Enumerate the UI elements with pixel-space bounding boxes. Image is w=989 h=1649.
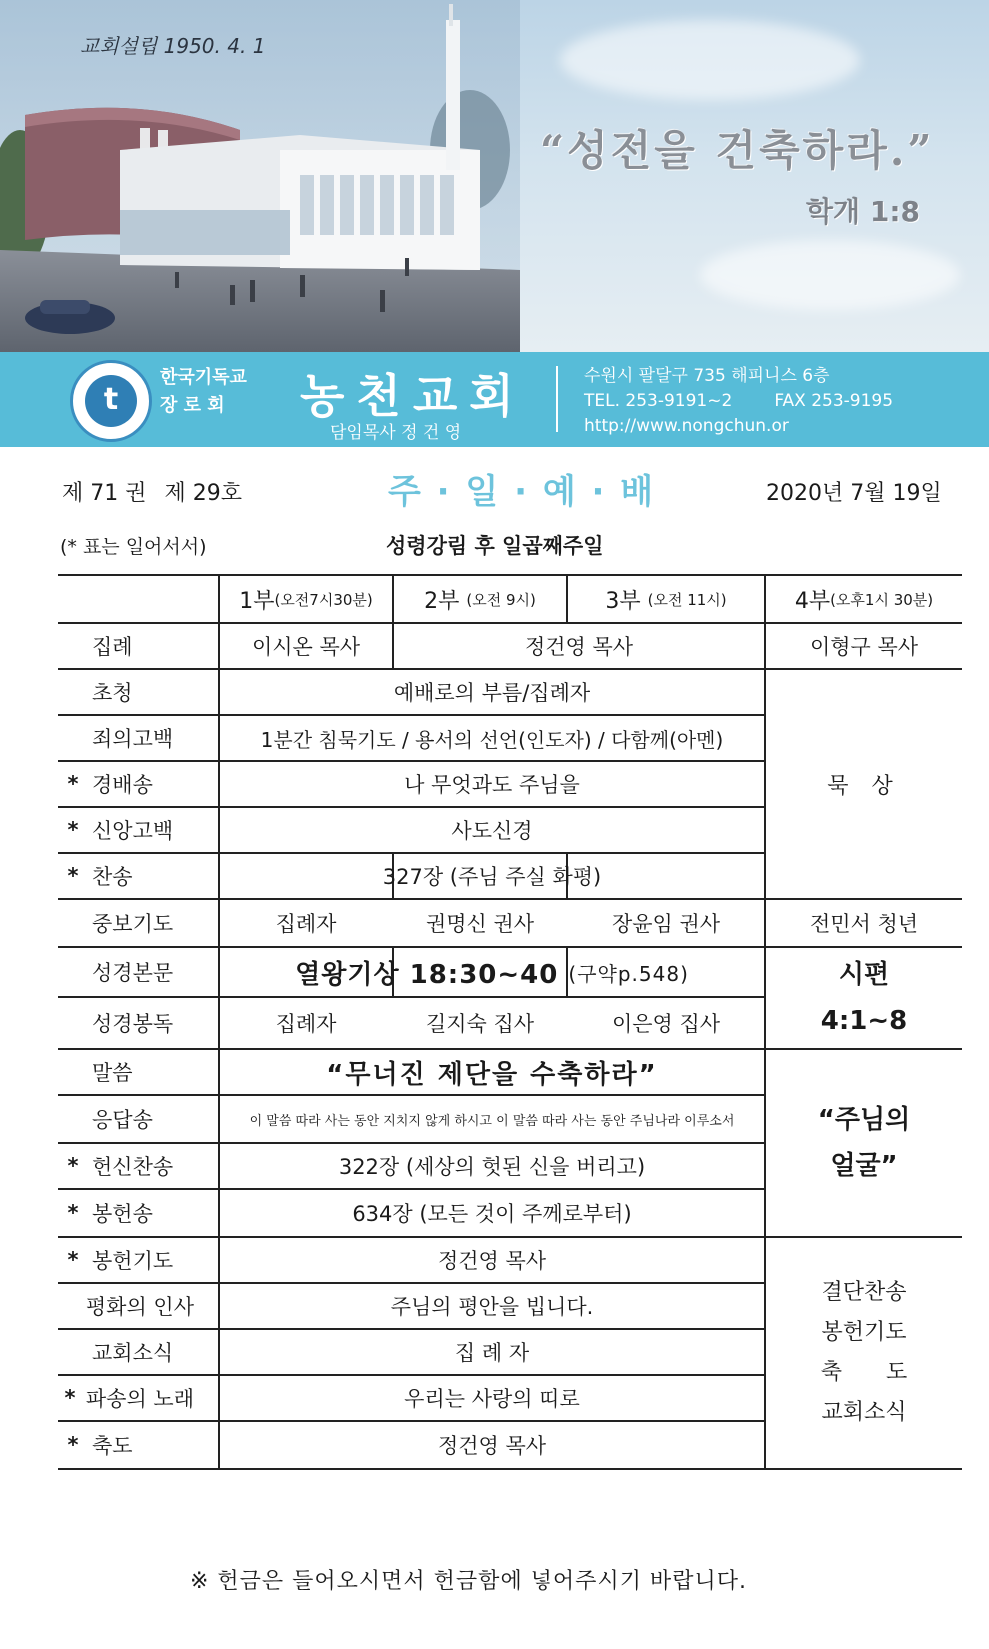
row-label (58, 900, 220, 946)
church-logo (70, 360, 152, 442)
website-link[interactable]: http://www.nongchun.or (584, 416, 789, 436)
sermon-service-4 (766, 1050, 962, 1236)
scripture-service-4 (766, 948, 962, 1048)
row-label-text: 찬송 (92, 865, 133, 889)
standing-marker: * (67, 818, 79, 842)
row-label-text: 중보기도 (92, 912, 174, 936)
closing-item: 교회소식 (821, 1400, 907, 1425)
response-song-cell: 이 말씀 따라 사는 동안 지치지 않게 하시고 이 말씀 따라 사는 동안 주님나라 이루소서 (249, 1113, 735, 1129)
standing-marker: * (67, 1248, 79, 1272)
standing-marker: * (64, 1386, 76, 1410)
order-of-worship-table (58, 574, 962, 1512)
fax: FAX 253-9195 (774, 391, 894, 411)
row-label (58, 1190, 220, 1236)
row-label (58, 762, 220, 806)
sermon-title-line: “주님의 (817, 1105, 911, 1135)
offering-prayer-cell: 정건영 목사 (437, 1249, 547, 1273)
row-label-text: 응답송 (92, 1108, 153, 1132)
row-label (58, 854, 220, 898)
closing-item: 봉헌기도 (821, 1320, 907, 1345)
church-news-cell: 집 례 자 (454, 1341, 530, 1365)
senior-pastor: 담임목사 정 건 영 (330, 423, 462, 443)
issue: 제 29호 (164, 481, 242, 506)
denomination-line: 한국기독교 (160, 367, 247, 388)
row-label-text: 헌신찬송 (92, 1155, 174, 1179)
standing-marker: * (67, 1433, 79, 1457)
intercession-service-1: 집례자 (275, 912, 337, 936)
row-label (58, 1144, 220, 1188)
row-label (58, 1050, 220, 1094)
bulletin-date: 2020년 7월 19일 (766, 481, 942, 506)
row-label (58, 1096, 220, 1142)
cross-icon: t (85, 375, 137, 427)
church-info-bar (0, 352, 989, 447)
standing-marker: * (67, 1154, 79, 1178)
row-label-text: 초청 (92, 681, 133, 705)
volume: 제 71 권 (62, 481, 147, 506)
table-rule (58, 1468, 962, 1470)
scripture-reference: 열왕기상 18:30~40 (295, 959, 559, 990)
row-label-text: 성경봉독 (92, 1012, 174, 1036)
service-name: 2부 (424, 588, 460, 614)
service-4-header (766, 576, 962, 622)
reading-service-3: 이은영 집사 (611, 1012, 721, 1036)
standing-marker: * (67, 864, 79, 888)
row-label-text: 성경본문 (92, 961, 174, 985)
row-label (58, 1422, 220, 1468)
intercession-service-2: 권명신 권사 (425, 912, 535, 936)
row-label-text: 봉헌기도 (92, 1249, 174, 1273)
cloud-shape (700, 240, 960, 310)
service-name: 3부 (605, 588, 641, 614)
reading-service-2: 길지숙 집사 (425, 1012, 535, 1036)
row-label-text: 집례 (92, 635, 133, 659)
service-time: (오전7시30분) (274, 590, 373, 609)
row-label-text: 신앙고백 (92, 819, 174, 843)
service-2-header (394, 576, 566, 622)
denomination (160, 364, 270, 420)
row-label (58, 998, 220, 1048)
row-label-text: 교회소식 (92, 1341, 174, 1365)
church-name: 농천교회 (300, 369, 526, 423)
scripture-cell (220, 948, 764, 996)
worship-title: 주 · 일 · 예 · 배 (388, 472, 656, 512)
founded-date: 교회설립 1950. 4. 1 (80, 34, 266, 58)
issue-number (62, 476, 242, 507)
officiant-service-2-3: 정건영 목사 (524, 635, 634, 659)
row-label-text: 봉헌송 (92, 1202, 153, 1226)
service-time: (오후1시 30분) (830, 590, 934, 609)
cloud-shape (560, 20, 860, 100)
scripture-page: (구약p.548) (568, 961, 689, 986)
row-label (58, 624, 220, 668)
row-label (58, 716, 220, 760)
scripture-book: 시편 (838, 960, 890, 990)
sermon-title: “무너진 제단을 수축하라” (326, 1059, 658, 1090)
invitation-cell: 예배로의 부름/집례자 (393, 681, 591, 705)
meditation-cell: 묵 상 (827, 773, 901, 799)
reading-service-1: 집례자 (275, 1012, 337, 1036)
offering-note: ※ 헌금은 들어오시면서 헌금함에 넣어주시기 바랍니다. (190, 1569, 747, 1594)
scripture-verses: 4:1~8 (820, 1006, 908, 1036)
denomination-line: 장 로 회 (160, 395, 225, 416)
hymn-cell: 327장 (주님 주실 화평) (382, 865, 602, 889)
row-label-text: 말씀 (92, 1061, 133, 1085)
telephone: TEL. 253-9191~2 (584, 391, 733, 411)
praise-song-cell: 나 무엇과도 주님을 (404, 773, 580, 797)
phone-row (584, 389, 893, 414)
sermon-title-line: 얼굴” (830, 1151, 898, 1181)
closing-item: 축 도 (820, 1360, 908, 1385)
row-label (58, 808, 220, 852)
standing-marker: * (67, 772, 79, 796)
divider (556, 366, 558, 432)
row-label (58, 1376, 220, 1420)
row-label-text: 축도 (92, 1434, 133, 1458)
peace-greeting-cell: 주님의 평안을 빕니다. (390, 1295, 594, 1319)
officiant-service-1: 이시온 목사 (251, 635, 361, 659)
standing-marker: * (67, 1201, 79, 1225)
intercession-service-3: 장윤임 권사 (611, 912, 721, 936)
row-label (58, 1238, 220, 1282)
row-label (58, 670, 220, 714)
service-name: 1부 (239, 588, 275, 614)
liturgical-sunday: 성령강림 후 일곱째주일 (386, 534, 604, 558)
service-time: (오전 11시) (647, 590, 727, 609)
service-name: 4부 (794, 588, 831, 614)
header-banner (0, 0, 989, 352)
row-label-text: 파송의 노래 (85, 1387, 194, 1411)
service-time: (오전 9시) (466, 590, 536, 609)
row-label (58, 948, 220, 996)
row-label (58, 1330, 220, 1374)
standing-note: (* 표는 일어서서) (60, 536, 207, 558)
creed-cell: 사도신경 (451, 819, 533, 843)
sending-song-cell: 우리는 사랑의 띠로 (404, 1387, 580, 1411)
row-label-text: 경배송 (92, 773, 153, 797)
service-1-header (220, 576, 392, 622)
officiant-service-4: 이형구 목사 (809, 635, 919, 659)
dedication-hymn-cell: 322장 (세상의 헛된 신을 버리고) (338, 1155, 646, 1179)
row-label (58, 1284, 220, 1328)
benediction-cell: 정건영 목사 (437, 1434, 547, 1458)
row-label-text: 죄의고백 (92, 727, 174, 751)
contact-info (584, 364, 893, 439)
row-label-text: 평화의 인사 (85, 1295, 194, 1319)
intercession-service-4: 전민서 청년 (809, 912, 919, 936)
service-3-header (568, 576, 764, 622)
confession-cell: 1분간 침묵기도 / 용서의 선언(인도자) / 다함께(아멘) (260, 727, 724, 752)
motto-reference: 학개 1:8 (806, 195, 921, 228)
motto-verse: “성전을 건축하라.” (540, 126, 935, 175)
closing-item: 결단찬송 (821, 1280, 907, 1305)
offering-song-cell: 634장 (모든 것이 주께로부터) (352, 1202, 632, 1226)
closing-service-4 (766, 1238, 962, 1468)
address: 수원시 팔달구 735 해피니스 6층 (584, 366, 830, 386)
